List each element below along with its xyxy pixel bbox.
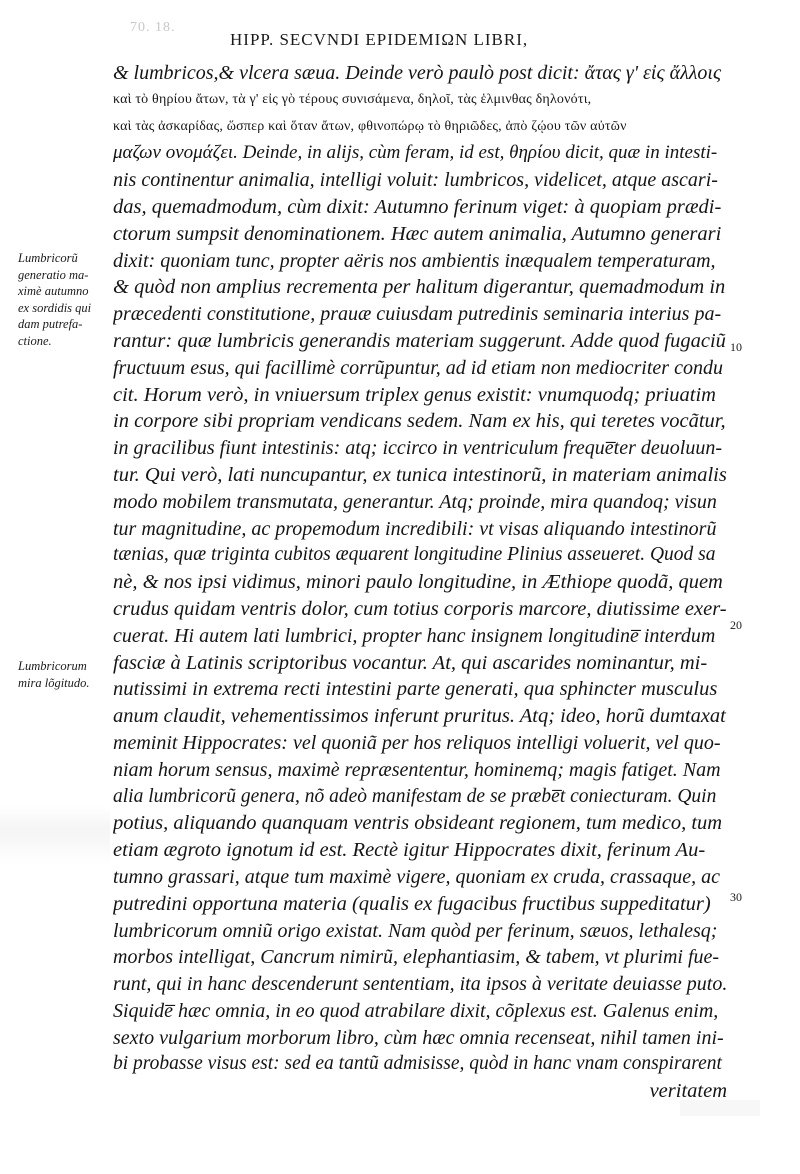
text-line: morbos intelligat, Cancrum nimirũ, elephantiasim, & tabem, vt plurimi fue-	[113, 946, 720, 969]
line-number-30: 30	[730, 890, 742, 904]
text-line: μαζων ονομάζει. Deinde, in alijs, cùm feram, id est, θηρίου dicit, quæ in intesti-	[113, 142, 718, 164]
line-number-10: 10	[730, 340, 742, 354]
margin-note-generation	[18, 250, 91, 349]
text-line: crudus quidam ventris dolor, cum totius corporis marcore, diutissime exer-	[113, 597, 727, 620]
text-line: præcedenti constitutione, prauæ cuiusdam putredinis seminaria interius pa-	[113, 303, 722, 326]
margin-note-line: ximè autumno	[18, 284, 89, 298]
text-line: sexto vulgarium morborum libro, cùm hæc omnia recenseat, nihil tamen ini-	[113, 1026, 724, 1049]
text-line: in corpore sibi propriam vendicans sedem. Nam ex his, qui teretes vocãtur,	[113, 410, 726, 433]
text-line: tur. Qui verò, lati nuncupantur, ex tunica intestinorũ, in materiam animalis	[113, 463, 727, 486]
text-line: tænias, quæ triginta cubitos æquarent longitudine Plinius asseueret. Quod sa	[113, 544, 716, 566]
text-line: rantur: quæ lumbricis generandis materiam suggerunt. Adde quod fugaciũ	[113, 329, 726, 352]
text-line: in gracilibus fiunt intestinis: atq; iccirco in ventriculum freque̅ter deuoluun-	[113, 437, 722, 460]
text-line: tumno grassari, atque tum maximè vigere, quoniam ex cruda, crassaque, ac	[113, 865, 720, 888]
text-line: putredini opportuna materia (qualis ex fugacibus fructibus suppeditatur)	[113, 892, 711, 915]
text-line: modo mobilem transmutata, generantur. Atq; proinde, mira quandoq; visun	[113, 490, 717, 513]
text-line: nutissimi in extrema recti intestini parte generati, qua sphincter musculus	[113, 678, 718, 701]
text-line: potius, aliquando quanquam ventris obsideant regionem, tum medico, tum	[113, 812, 723, 835]
margin-note-line: Lumbricorum	[18, 659, 87, 673]
text-line: fructuum esus, qui facillimè corrũpuntur, ad id etiam non mediocriter condu	[113, 356, 723, 379]
margin-note-line: ex sordidis qui	[18, 300, 92, 315]
text-line: lumbricorum omniũ origo existat. Nam quòd per ferinum, sæuos, lethalesq;	[113, 919, 718, 942]
text-line: nis continentur animalia, intelligi voluit: lumbricos, videlicet, atque ascari-	[113, 169, 718, 192]
line-number-20: 20	[730, 618, 742, 632]
faded-folio-number: 70. 18.	[130, 20, 176, 35]
text-line: meminit Hippocrates: vel quoniã per hos reliquos intelligi voluerit, vel quo-	[113, 731, 721, 754]
text-line: runt, qui in hanc descenderunt sententiam, ita ipsos à veritate deuiasse puto.	[113, 973, 727, 996]
text-line: & lumbricos,& vlcera sæua. Deinde verò paulò post dicit: ἄτας γ' εἰς ἄλλοις	[113, 62, 722, 84]
margin-note-line: dam putrefa-	[18, 317, 83, 331]
main-text-block	[113, 60, 727, 1105]
text-line: cuerat. Hi autem lati lumbrici, propter hanc insignem longitudine̅ interdum	[113, 624, 716, 647]
text-line: alia lumbricorũ genera, nõ adeò manifestam de se præbe̅t coniecturam. Quin	[113, 785, 717, 807]
text-line: ctorum sumpsit denominationem. Hæc autem animalia, Autumno generari	[113, 222, 722, 245]
running-title: HIPP. SECVNDI EPIDEMIΩN LIBRI,	[230, 30, 529, 49]
text-line: nè, & nos ipsi vidimus, minori paulo longitudine, in Æthiope quodã, quem	[113, 571, 723, 594]
page-header	[0, 6, 800, 50]
text-line: etiam ægroto ignotum id est. Rectè igitur Hippocrates dixit, ferinum Au-	[113, 839, 706, 862]
margin-note-length	[18, 658, 90, 691]
text-line: cit. Horum verò, in vniuersum triplex genus existit: vnumquodq; priuatim	[113, 383, 716, 406]
text-line: dixit: quoniam tunc, propter aëris nos ambientis inæqualem temperaturam,	[113, 249, 716, 272]
text-line-greek: καὶ τὸ θηρίου ἄτων, τὰ γ' εἰς γὸ τέρους συνισάμενα, δηλοῖ, τὰς ἑλμινθας δηλονότι,	[113, 91, 592, 107]
text-line: fasciæ à Latinis scriptoribus vocantur. At, qui ascarides nominantur, mi-	[113, 651, 708, 674]
text-line: das, quemadmodum, cùm dixit: Autumno ferinum viget: à quopiam prædi-	[113, 195, 722, 218]
text-line: & quòd non amplius recrementa per halitum digerantur, quemadmodum in	[113, 276, 726, 299]
text-line: Siquide̅ hæc omnia, in eo quod atrabilare dixit, cõplexus est. Galenus enim,	[113, 999, 719, 1022]
margin-note-line: generatio ma-	[18, 267, 89, 282]
margin-note-line: Lumbricorũ	[18, 251, 78, 265]
bleed-through-shadow	[0, 805, 110, 865]
margin-note-line: mira lõgitudo.	[18, 675, 90, 690]
text-line: tur magnitudine, ac propemodum incredibili: vt visas aliquando intestinorũ	[113, 517, 717, 540]
text-line: anum claudit, vehementissimos inferunt pruritus. Atq; ideo, horũ dumtaxat	[113, 705, 726, 728]
text-line-greek: καὶ τὰς ἀσκαρίδας, ὥσπερ καὶ ὅταν ἄτων, φθινοπώρῳ τὸ θηριῶδες, ἀπὸ ζῴου τῶν αὐτῶν	[113, 118, 627, 134]
catchword: veritatem	[649, 1080, 727, 1103]
text-line: niam horum sensus, maximè repræsententur, hominemq; magis fatiget. Nam	[113, 758, 721, 781]
margin-note-line: ctione.	[18, 333, 52, 348]
text-line: bi probasse visus est: sed ea tantũ admisisse, quòd in hanc vnam conspirarent	[113, 1053, 722, 1075]
